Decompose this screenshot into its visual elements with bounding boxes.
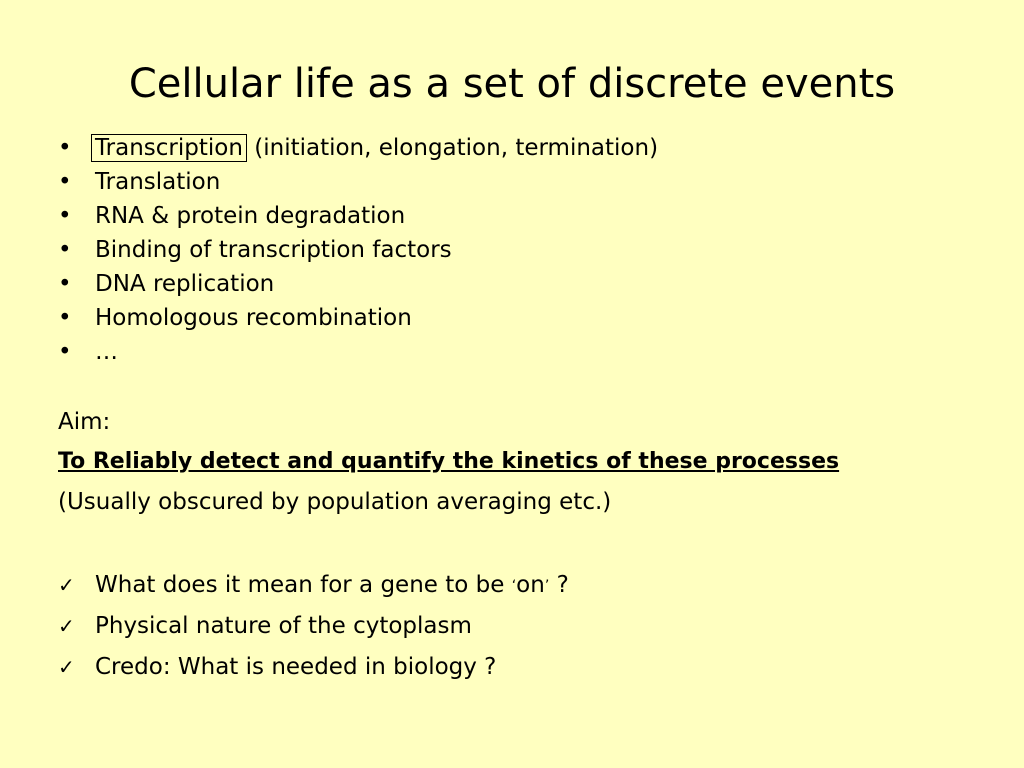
slide-title: Cellular life as a set of discrete events [128,61,896,107]
aim-goal: To Reliably detect and quantify the kinetics of these processes [58,449,840,474]
bullet-text: Binding of transcription factors [95,237,452,263]
bullet-item-replication [58,267,658,301]
bullet-item-transcription [58,131,658,165]
checkmark-icon: ✓ [58,614,75,638]
bullet-text: Translation [95,169,221,195]
check-text: Credo: What is needed in biology ? [95,654,497,680]
bullet-icon: • [58,135,72,161]
bullet-item-ellipsis [58,335,658,369]
bullet-list [58,131,658,369]
bullet-icon: • [58,339,72,365]
bullet-item-degradation [58,199,658,233]
check-text: Physical nature of the cytoplasm [95,613,472,639]
bullet-text: (initiation, elongation, termination) [246,135,659,161]
open-quote: ‘ [511,578,517,594]
check-text-word: on [516,572,545,598]
bullet-item-recombination [58,301,658,335]
bullet-icon: • [58,271,72,297]
bullet-icon: • [58,203,72,229]
check-item-gene-on [58,565,569,606]
bullet-item-binding [58,233,658,267]
bullet-text: Homologous recombination [95,305,412,331]
check-item-cytoplasm [58,606,569,647]
check-item-credo [58,647,569,688]
check-list [58,565,569,688]
bullet-icon: • [58,237,72,263]
close-quote: ’ [544,578,550,594]
bullet-text: RNA & protein degradation [95,203,406,229]
bullet-item-translation [58,165,658,199]
checkmark-icon: ✓ [58,573,75,597]
checkmark-icon: ✓ [58,655,75,679]
bullet-icon: • [58,305,72,331]
aim-note: (Usually obscured by population averaging etc.) [58,489,612,515]
aim-label: Aim: [58,409,111,435]
bullet-icon: • [58,169,72,195]
check-text-pre: What does it mean for a gene to be [95,572,512,598]
bullet-text: … [95,339,118,365]
check-text-post: ? [549,572,569,598]
bullet-text: DNA replication [95,271,275,297]
boxed-term: Transcription [91,134,247,162]
aim-section [58,402,839,522]
